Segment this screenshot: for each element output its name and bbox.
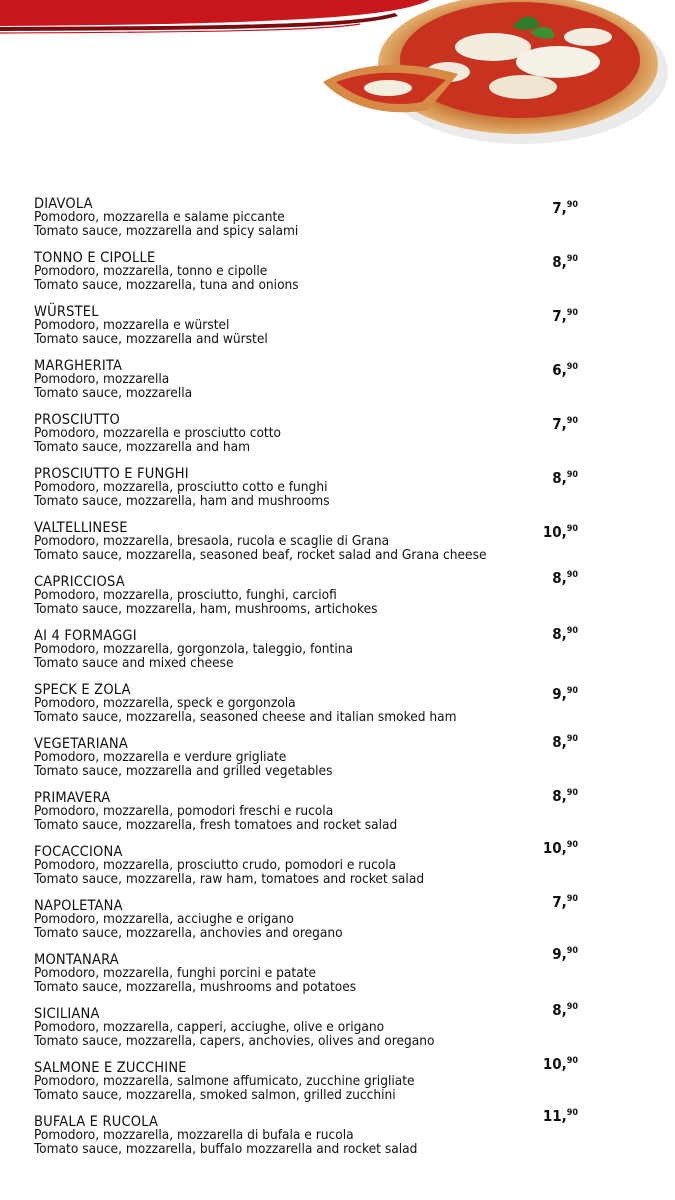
item-description-it: Pomodoro, mozzarella, gorgonzola, taleggio, fontina bbox=[34, 641, 353, 657]
item-description-en: Tomato sauce, mozzarella and ham bbox=[34, 438, 251, 455]
item-price: 8,90 bbox=[552, 787, 578, 805]
item-name: SICILIANA bbox=[34, 1006, 100, 1022]
item-price: 6,90 bbox=[552, 361, 578, 379]
item-name: VEGETARIANA bbox=[34, 736, 128, 752]
item-price: 11,90 bbox=[542, 1107, 578, 1125]
item-price: 8,90 bbox=[552, 569, 578, 587]
menu-item-salmone-e-zucchine bbox=[34, 1055, 594, 1103]
item-name: PROSCIUTTO bbox=[34, 412, 120, 428]
item-price: 10,90 bbox=[542, 839, 578, 857]
item-description-it: Pomodoro, mozzarella bbox=[34, 371, 170, 387]
item-description-en: Tomato sauce, mozzarella, capers, anchovies, olives and oregano bbox=[34, 1032, 435, 1049]
menu-item-valtellinese bbox=[34, 521, 594, 562]
menu-item-prosciutto-e-funghi bbox=[34, 467, 594, 508]
menu-item-diavola bbox=[34, 197, 594, 238]
item-description-it: Pomodoro, mozzarella, mozzarella di bufala e rucola bbox=[34, 1127, 354, 1143]
item-description-en: Tomato sauce, mozzarella, raw ham, tomatoes and rocket salad bbox=[34, 870, 425, 887]
item-name: CAPRICCIOSA bbox=[34, 574, 125, 590]
menu-item-focacciona bbox=[34, 839, 594, 887]
item-description-en: Tomato sauce, mozzarella, fresh tomatoes and rocket salad bbox=[34, 816, 398, 833]
menu-item-ai-4-formaggi bbox=[34, 625, 594, 671]
item-description-it: Pomodoro, mozzarella e verdure grigliate bbox=[34, 749, 287, 765]
menu-item-speck-e-zola bbox=[34, 683, 594, 724]
pizza-image bbox=[318, 0, 668, 157]
item-description-it: Pomodoro, mozzarella, speck e gorgonzola bbox=[34, 695, 296, 711]
item-price: 7,90 bbox=[552, 415, 578, 433]
item-price: 10,90 bbox=[542, 1055, 578, 1073]
item-name: MARGHERITA bbox=[34, 358, 123, 374]
menu-item-bufala-e-rucola bbox=[34, 1107, 594, 1157]
item-price: 8,90 bbox=[552, 733, 578, 751]
item-price: 7,90 bbox=[552, 199, 578, 217]
item-price: 8,90 bbox=[552, 625, 578, 643]
item-price: 10,90 bbox=[542, 523, 578, 541]
item-name: FOCACCIONA bbox=[34, 844, 123, 860]
item-description-it: Pomodoro, mozzarella, capperi, acciughe, olive e origano bbox=[34, 1019, 385, 1035]
item-description-en: Tomato sauce, mozzarella, seasoned beaf, rocket salad and Grana cheese bbox=[34, 546, 487, 563]
item-name: BUFALA E RUCOLA bbox=[34, 1114, 159, 1130]
item-description-en: Tomato sauce, mozzarella bbox=[34, 384, 193, 401]
item-name: AI 4 FORMAGGI bbox=[34, 628, 137, 644]
item-description-en: Tomato sauce, mozzarella, ham and mushrooms bbox=[34, 492, 330, 509]
menu-item-margherita bbox=[34, 359, 594, 400]
item-description-en: Tomato sauce, mozzarella, buffalo mozzarella and rocket salad bbox=[34, 1140, 418, 1157]
item-name: PROSCIUTTO E FUNGHI bbox=[34, 466, 189, 482]
menu-item-prosciutto bbox=[34, 413, 594, 454]
item-name: WÜRSTEL bbox=[34, 304, 99, 320]
item-description-it: Pomodoro, mozzarella, prosciutto, funghi, carciofi bbox=[34, 587, 337, 603]
menu-item-primavera bbox=[34, 787, 594, 833]
item-price: 7,90 bbox=[552, 307, 578, 325]
item-description-it: Pomodoro, mozzarella, acciughe e origano bbox=[34, 911, 294, 927]
item-description-en: Tomato sauce, mozzarella, mushrooms and potatoes bbox=[34, 978, 357, 995]
menu-item-napoletana bbox=[34, 893, 594, 941]
item-description-it: Pomodoro, mozzarella e prosciutto cotto bbox=[34, 425, 281, 441]
item-description-en: Tomato sauce, mozzarella, smoked salmon, grilled zucchini bbox=[34, 1086, 396, 1103]
item-description-it: Pomodoro, mozzarella, salmone affumicato, zucchine grigliate bbox=[34, 1073, 415, 1089]
item-description-it: Pomodoro, mozzarella, pomodori freschi e rucola bbox=[34, 803, 334, 819]
item-name: SALMONE E ZUCCHINE bbox=[34, 1060, 187, 1076]
item-name: MONTANARA bbox=[34, 952, 119, 968]
item-price: 8,90 bbox=[552, 1001, 578, 1019]
item-description-en: Tomato sauce, mozzarella, anchovies and oregano bbox=[34, 924, 343, 941]
item-name: SPECK E ZOLA bbox=[34, 682, 131, 698]
menu-item-siciliana bbox=[34, 1001, 594, 1049]
item-description-en: Tomato sauce, mozzarella, seasoned cheese and italian smoked ham bbox=[34, 708, 457, 725]
menu-item-capricciosa bbox=[34, 569, 594, 617]
item-description-en: Tomato sauce and mixed cheese bbox=[34, 654, 234, 671]
item-description-it: Pomodoro, mozzarella, prosciutto cotto e funghi bbox=[34, 479, 328, 495]
item-description-it: Pomodoro, mozzarella e salame piccante bbox=[34, 209, 285, 225]
item-description-it: Pomodoro, mozzarella, bresaola, rucola e scaglie di Grana bbox=[34, 533, 390, 549]
item-description-it: Pomodoro, mozzarella, prosciutto crudo, pomodori e rucola bbox=[34, 857, 397, 873]
item-name: VALTELLINESE bbox=[34, 520, 128, 536]
item-description-it: Pomodoro, mozzarella e würstel bbox=[34, 317, 230, 333]
item-name: TONNO E CIPOLLE bbox=[34, 250, 156, 266]
menu-item-vegetariana bbox=[34, 733, 594, 779]
item-description-en: Tomato sauce, mozzarella and würstel bbox=[34, 330, 268, 347]
menu-item-tonno-e-cipolle bbox=[34, 251, 594, 292]
item-description-en: Tomato sauce, mozzarella and spicy salami bbox=[34, 222, 299, 239]
item-price: 8,90 bbox=[552, 253, 578, 271]
item-description-en: Tomato sauce, mozzarella and grilled vegetables bbox=[34, 762, 333, 779]
item-description-it: Pomodoro, mozzarella, tonno e cipolle bbox=[34, 263, 268, 279]
menu-item-montanara bbox=[34, 945, 594, 995]
pizza-menu bbox=[34, 197, 594, 1156]
item-price: 9,90 bbox=[552, 945, 578, 963]
item-name: NAPOLETANA bbox=[34, 898, 123, 914]
menu-item-wurstel bbox=[34, 305, 594, 346]
item-description-en: Tomato sauce, mozzarella, tuna and onions bbox=[34, 276, 299, 293]
item-price: 7,90 bbox=[552, 893, 578, 911]
item-description-it: Pomodoro, mozzarella, funghi porcini e patate bbox=[34, 965, 317, 981]
item-price: 9,90 bbox=[552, 685, 578, 703]
item-name: PRIMAVERA bbox=[34, 790, 111, 806]
item-description-en: Tomato sauce, mozzarella, ham, mushrooms, artichokes bbox=[34, 600, 378, 617]
item-name: DIAVOLA bbox=[34, 196, 93, 212]
item-price: 8,90 bbox=[552, 469, 578, 487]
